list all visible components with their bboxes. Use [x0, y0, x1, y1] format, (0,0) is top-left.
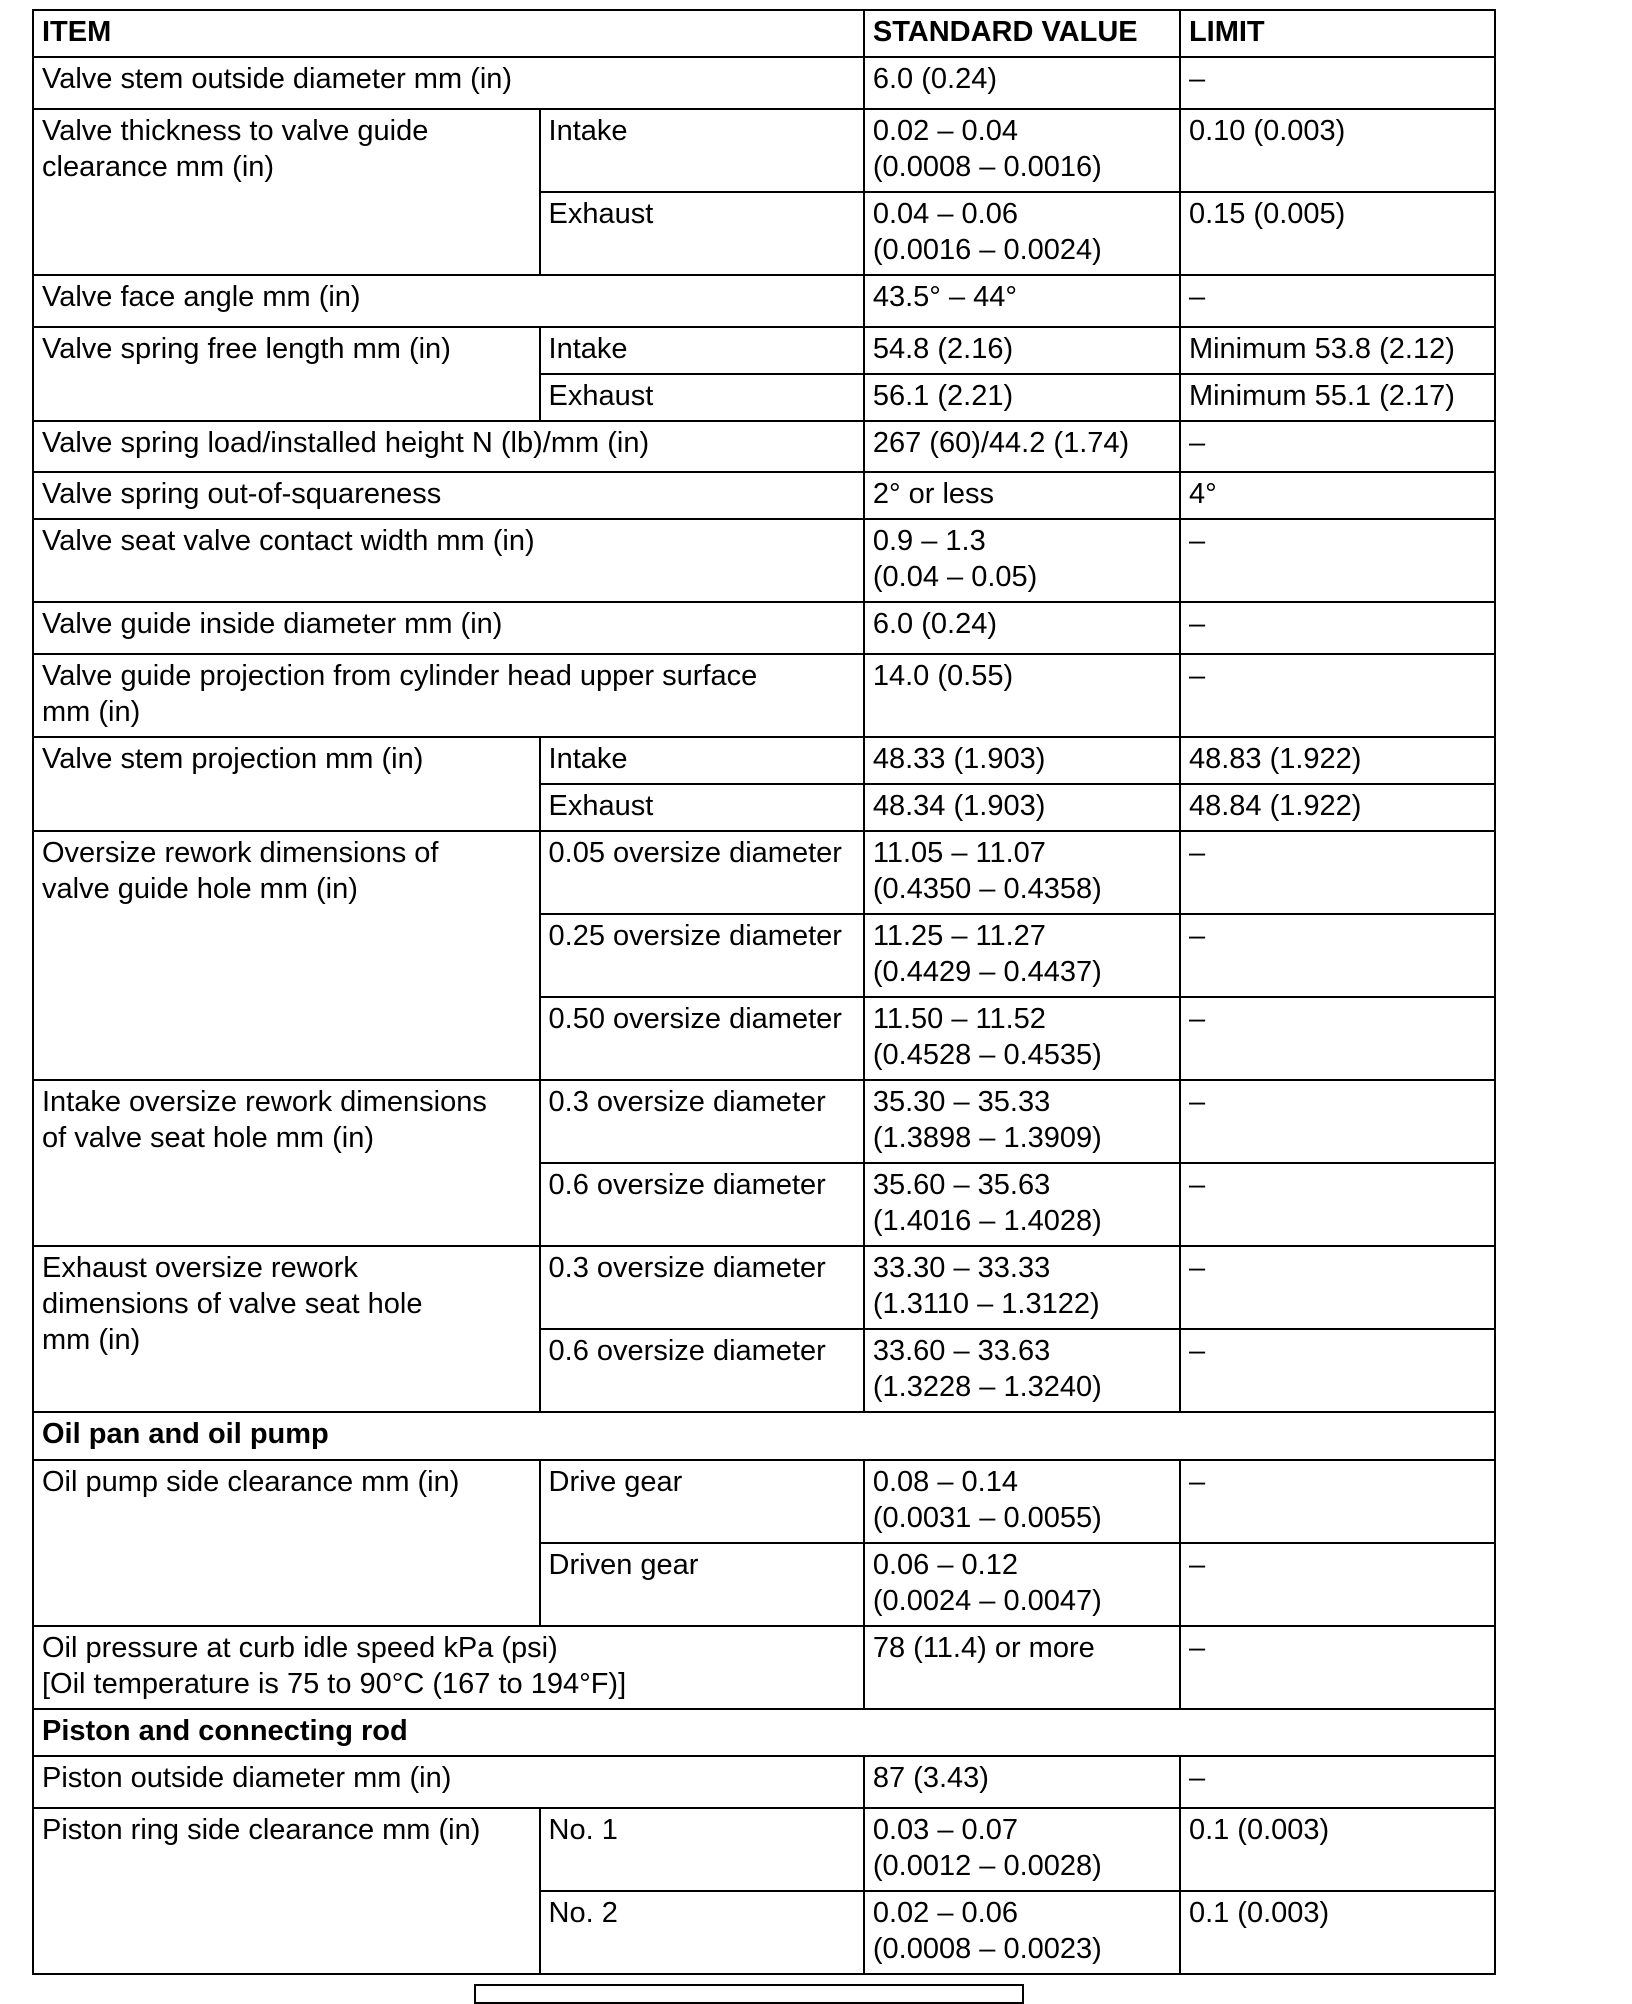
item-line: of valve seat hole mm (in) [42, 1122, 375, 1154]
item-line: Intake oversize rework dimensions [42, 1086, 487, 1118]
limit-cell: 0.1 (0.003) [1180, 1808, 1495, 1891]
limit-cell: – [1180, 275, 1495, 327]
limit-cell: – [1180, 519, 1495, 602]
standard-value-cell [864, 1163, 1180, 1246]
limit-cell: 0.1 (0.003) [1180, 1891, 1495, 1974]
table-row [33, 327, 1495, 374]
value-line: 11.05 – 11.07 [872, 837, 1046, 869]
standard-value-cell: 14.0 (0.55) [864, 654, 1180, 737]
value-line: 0.03 – 0.07 [872, 1814, 1018, 1846]
item-cell [33, 1246, 540, 1412]
limit-cell: – [1180, 1329, 1495, 1412]
table-row [33, 1808, 1495, 1891]
standard-value-cell: 48.33 (1.903) [864, 737, 1180, 784]
limit-cell: – [1180, 654, 1495, 737]
value-line: 0.02 – 0.04 [872, 115, 1018, 147]
standard-value-cell [864, 831, 1180, 914]
limit-cell: – [1180, 57, 1495, 109]
value-line: 0.02 – 0.06 [872, 1897, 1018, 1929]
value-line: (0.4429 – 0.4437) [872, 956, 1102, 988]
item-cell [33, 1626, 864, 1709]
table-row [33, 472, 1495, 519]
item-cell: Valve spring free length mm (in) [33, 327, 540, 421]
footer-box [474, 1984, 1024, 2004]
standard-value-cell: 43.5° – 44° [864, 275, 1180, 327]
header-row [33, 10, 1495, 57]
standard-value-cell [864, 1080, 1180, 1163]
item-cell [33, 109, 540, 275]
sub-item-cell: 0.6 oversize diameter [540, 1329, 864, 1412]
sub-item-cell: Drive gear [540, 1460, 864, 1543]
item-cell: Valve seat valve contact width mm (in) [33, 519, 864, 602]
sub-item-cell: Exhaust [540, 374, 864, 421]
value-line: (1.4016 – 1.4028) [872, 1205, 1102, 1237]
sub-item-cell: Intake [540, 737, 864, 784]
table-row [33, 831, 1495, 914]
table-row [33, 654, 1495, 737]
limit-cell: 4° [1180, 472, 1495, 519]
standard-value-cell [864, 519, 1180, 602]
item-line: dimensions of valve seat hole [42, 1288, 423, 1320]
section-row [33, 1709, 1495, 1756]
sub-item-cell: 0.3 oversize diameter [540, 1080, 864, 1163]
table-row [33, 1246, 1495, 1329]
limit-cell: – [1180, 1756, 1495, 1808]
value-line: (1.3228 – 1.3240) [872, 1371, 1102, 1403]
limit-cell: – [1180, 602, 1495, 654]
value-line: 0.06 – 0.12 [872, 1549, 1018, 1581]
value-line: 0.9 – 1.3 [872, 525, 986, 557]
sub-item-cell: Intake [540, 109, 864, 192]
sub-item-cell: Exhaust [540, 192, 864, 275]
value-line: 11.25 – 11.27 [872, 920, 1046, 952]
limit-cell: – [1180, 1626, 1495, 1709]
item-cell [33, 1080, 540, 1246]
standard-value-cell [864, 109, 1180, 192]
value-line: (0.0012 – 0.0028) [872, 1850, 1102, 1882]
standard-value-cell: 6.0 (0.24) [864, 602, 1180, 654]
table-row [33, 1080, 1495, 1163]
value-line: (0.0024 – 0.0047) [872, 1585, 1102, 1617]
value-line: 33.30 – 33.33 [872, 1252, 1051, 1284]
standard-value-cell: 54.8 (2.16) [864, 327, 1180, 374]
standard-value-cell: 56.1 (2.21) [864, 374, 1180, 421]
standard-value-cell: 48.34 (1.903) [864, 784, 1180, 831]
standard-value-cell [864, 192, 1180, 275]
sub-item-cell: 0.50 oversize diameter [540, 997, 864, 1080]
limit-cell: – [1180, 1080, 1495, 1163]
header-limit: LIMIT [1180, 10, 1495, 57]
item-cell: Valve face angle mm (in) [33, 275, 864, 327]
item-cell: Oil pump side clearance mm (in) [33, 1460, 540, 1626]
table-row [33, 109, 1495, 192]
specification-table [32, 9, 1496, 1975]
item-line: Valve guide projection from cylinder head upper surface [42, 660, 758, 692]
standard-value-cell [864, 1460, 1180, 1543]
standard-value-cell: 6.0 (0.24) [864, 57, 1180, 109]
value-line: (0.0031 – 0.0055) [872, 1502, 1102, 1534]
limit-cell: – [1180, 1246, 1495, 1329]
header-item: ITEM [33, 10, 864, 57]
value-line: (0.0016 – 0.0024) [872, 234, 1102, 266]
value-line: (0.04 – 0.05) [872, 561, 1038, 593]
limit-cell: Minimum 55.1 (2.17) [1180, 374, 1495, 421]
standard-value-cell [864, 1543, 1180, 1626]
item-line: valve guide hole mm (in) [42, 873, 358, 905]
table-row [33, 737, 1495, 784]
sub-item-cell: Intake [540, 327, 864, 374]
standard-value-cell: 78 (11.4) or more [864, 1626, 1180, 1709]
value-line: (0.4350 – 0.4358) [872, 873, 1102, 905]
value-line: 35.30 – 35.33 [872, 1086, 1051, 1118]
header-standard-value: STANDARD VALUE [864, 10, 1180, 57]
table-row [33, 519, 1495, 602]
sub-item-cell: 0.05 oversize diameter [540, 831, 864, 914]
limit-cell: – [1180, 1543, 1495, 1626]
standard-value-cell [864, 1891, 1180, 1974]
value-line: 11.50 – 11.52 [872, 1003, 1046, 1035]
limit-cell: Minimum 53.8 (2.12) [1180, 327, 1495, 374]
table-row [33, 421, 1495, 472]
table-row [33, 275, 1495, 327]
item-cell: Valve guide inside diameter mm (in) [33, 602, 864, 654]
item-cell: Valve stem outside diameter mm (in) [33, 57, 864, 109]
limit-cell: – [1180, 1460, 1495, 1543]
standard-value-cell [864, 1808, 1180, 1891]
table-row [33, 602, 1495, 654]
item-line: Valve thickness to valve guide [42, 115, 429, 147]
standard-value-cell [864, 914, 1180, 997]
value-line: 35.60 – 35.63 [872, 1169, 1051, 1201]
limit-cell: 48.84 (1.922) [1180, 784, 1495, 831]
limit-cell: – [1180, 1163, 1495, 1246]
section-row [33, 1412, 1495, 1460]
standard-value-cell: 87 (3.43) [864, 1756, 1180, 1808]
table-row [33, 57, 1495, 109]
limit-cell: 0.10 (0.003) [1180, 109, 1495, 192]
sub-item-cell: Driven gear [540, 1543, 864, 1626]
value-line: (0.0008 – 0.0023) [872, 1933, 1102, 1965]
standard-value-cell [864, 1246, 1180, 1329]
sub-item-cell: No. 2 [540, 1891, 864, 1974]
item-cell: Valve spring load/installed height N (lb)/mm (in) [33, 421, 864, 472]
limit-cell: – [1180, 421, 1495, 472]
limit-cell: 48.83 (1.922) [1180, 737, 1495, 784]
value-line: 0.08 – 0.14 [872, 1466, 1018, 1498]
item-line: [Oil temperature is 75 to 90°C (167 to 194°F)] [42, 1668, 627, 1700]
sub-item-cell: Exhaust [540, 784, 864, 831]
item-line: clearance mm (in) [42, 151, 275, 183]
limit-cell: – [1180, 997, 1495, 1080]
limit-cell: – [1180, 831, 1495, 914]
limit-cell: 0.15 (0.005) [1180, 192, 1495, 275]
item-line: mm (in) [42, 1324, 141, 1356]
item-cell: Piston outside diameter mm (in) [33, 1756, 864, 1808]
standard-value-cell: 2° or less [864, 472, 1180, 519]
item-line: mm (in) [42, 696, 141, 728]
standard-value-cell [864, 1329, 1180, 1412]
item-cell [33, 831, 540, 1080]
table-row [33, 1756, 1495, 1808]
item-line: Oversize rework dimensions of [42, 837, 439, 869]
limit-cell: – [1180, 914, 1495, 997]
sub-item-cell: No. 1 [540, 1808, 864, 1891]
section-title: Piston and connecting rod [33, 1709, 1495, 1756]
value-line: (0.0008 – 0.0016) [872, 151, 1102, 183]
item-cell: Valve spring out-of-squareness [33, 472, 864, 519]
item-cell [33, 654, 864, 737]
value-line: 33.60 – 33.63 [872, 1335, 1051, 1367]
item-line: Exhaust oversize rework [42, 1252, 358, 1284]
section-title: Oil pan and oil pump [33, 1412, 1495, 1460]
sub-item-cell: 0.3 oversize diameter [540, 1246, 864, 1329]
table-row [33, 1460, 1495, 1543]
table-row [33, 1626, 1495, 1709]
item-cell: Valve stem projection mm (in) [33, 737, 540, 831]
value-line: (1.3898 – 1.3909) [872, 1122, 1102, 1154]
item-cell: Piston ring side clearance mm (in) [33, 1808, 540, 1974]
sub-item-cell: 0.6 oversize diameter [540, 1163, 864, 1246]
standard-value-cell: 267 (60)/44.2 (1.74) [864, 421, 1180, 472]
sub-item-cell: 0.25 oversize diameter [540, 914, 864, 997]
item-line: Oil pressure at curb idle speed kPa (psi) [42, 1632, 558, 1664]
value-line: 0.04 – 0.06 [872, 198, 1018, 230]
standard-value-cell [864, 997, 1180, 1080]
value-line: (1.3110 – 1.3122) [872, 1288, 1100, 1320]
value-line: (0.4528 – 0.4535) [872, 1039, 1102, 1071]
